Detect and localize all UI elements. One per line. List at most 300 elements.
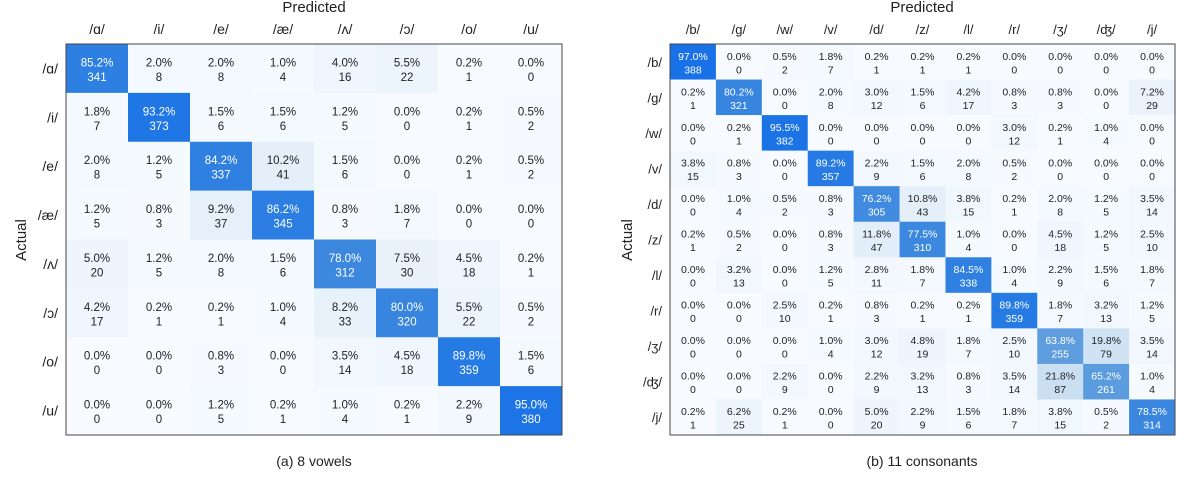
- consonant-cell-count: 0: [1103, 170, 1110, 183]
- consonant-cell-percent: 0.0%: [910, 121, 935, 134]
- vowel-cell-count: 1: [465, 71, 473, 84]
- consonant-cell-count: 0: [1057, 170, 1064, 183]
- consonant-cell-count: 310: [913, 242, 932, 254]
- vowel-cell-percent: 3.5%: [331, 350, 359, 363]
- vowel-cell-percent: 0.2%: [517, 252, 545, 265]
- vowel-cell-percent: 7.5%: [393, 252, 421, 265]
- consonant-cell-count: 5: [1103, 242, 1110, 254]
- consonant-cell-count: 0: [735, 64, 742, 77]
- consonant-cell-count: 87: [1054, 384, 1067, 397]
- vowel-cell-percent: 95.0%: [514, 399, 548, 412]
- vowel-cell-percent: 1.2%: [331, 106, 359, 119]
- consonant-cell-percent: 0.8%: [818, 192, 843, 205]
- vowel-cell-count: 5: [341, 120, 349, 133]
- vowel-cell-count: 1: [403, 414, 411, 427]
- consonant-cell-percent: 0.2%: [680, 406, 705, 419]
- vowel-cell-percent: 2.0%: [207, 252, 235, 265]
- vowel-cell-count: 5: [217, 414, 225, 427]
- vowel-cell-count: 337: [211, 169, 231, 182]
- consonant-cell-percent: 0.0%: [1094, 50, 1119, 63]
- consonant-cell-count: 0: [1011, 64, 1018, 77]
- consonant-cell-percent: 6.2%: [726, 406, 751, 419]
- consonant-cell-count: 0: [690, 206, 696, 219]
- consonant-cell-percent: 0.8%: [818, 228, 843, 241]
- consonant-cell-count: 9: [873, 384, 880, 397]
- vowel-cell-percent: 2.0%: [207, 57, 235, 70]
- consonant-cell-count: 10: [1146, 242, 1158, 254]
- vowel-cell-count: 0: [465, 218, 473, 231]
- vowel-cell-count: 5: [155, 267, 163, 280]
- vowel-cell-count: 8: [217, 267, 225, 280]
- vowel-cell-count: 6: [279, 120, 287, 133]
- vowel-cell-count: 5: [93, 218, 101, 231]
- consonant-cell-percent: 78.5%: [1137, 406, 1167, 419]
- consonant-cell-percent: 0.0%: [680, 121, 705, 134]
- vowel-cell-percent: 0.5%: [517, 301, 545, 314]
- vowel-cell-percent: 9.2%: [207, 204, 235, 217]
- consonant-cell-count: 3: [873, 313, 880, 326]
- consonant-cell-count: 1: [873, 64, 880, 77]
- consonant-cell-count: 0: [919, 135, 926, 148]
- vowel-cell-count: 3: [341, 218, 349, 231]
- vowel-cell-percent: 0.2%: [269, 399, 297, 412]
- consonant-cell-count: 15: [962, 206, 975, 219]
- vowel-cell-percent: 5.5%: [455, 301, 483, 314]
- consonant-cell-count: 321: [730, 99, 748, 112]
- consonant-cell-count: 7: [827, 64, 834, 77]
- vowel-cell-percent: 2.0%: [83, 155, 111, 168]
- consonant-cell-percent: 0.8%: [1048, 86, 1073, 99]
- consonant-col-label: /j/: [1146, 22, 1158, 37]
- consonant-cell-count: 0: [1149, 64, 1155, 77]
- vowel-cell-count: 16: [338, 71, 352, 84]
- vowel-cell-percent: 1.5%: [269, 252, 297, 265]
- vowel-cell-count: 8: [155, 71, 163, 84]
- consonant-cell-count: 9: [919, 419, 926, 432]
- consonant-cell-percent: 0.5%: [772, 192, 797, 205]
- vowel-cell-count: 18: [462, 267, 476, 280]
- vowel-cell-percent: 0.0%: [145, 399, 173, 412]
- consonant-caption: (b) 11 consonants: [866, 453, 978, 469]
- vowel-cell-percent: 2.2%: [455, 399, 483, 412]
- consonant-cell-percent: 0.0%: [1140, 50, 1165, 63]
- consonant-cell-count: 6: [919, 99, 926, 112]
- consonant-cell-percent: 1.0%: [1094, 121, 1119, 134]
- consonant-cell-count: 0: [690, 384, 696, 397]
- consonant-cell-count: 9: [1057, 277, 1064, 290]
- vowel-cell-count: 41: [276, 169, 290, 182]
- consonant-cell-percent: 1.0%: [726, 192, 751, 205]
- consonant-cell-count: 13: [916, 384, 929, 397]
- consonant-cell-count: 43: [916, 206, 929, 219]
- vowel-cell-count: 2: [527, 316, 535, 329]
- consonant-cell-percent: 1.0%: [1140, 370, 1165, 383]
- consonant-cell-count: 3: [1057, 99, 1064, 112]
- consonant-cell-count: 29: [1146, 99, 1158, 112]
- consonant-cell-percent: 3.0%: [864, 335, 889, 348]
- consonant-cell-percent: 21.8%: [1045, 370, 1076, 383]
- consonant-cell-count: 3: [827, 206, 834, 219]
- consonant-cell-count: 1: [781, 419, 788, 432]
- vowel-cell-percent: 0.0%: [269, 350, 297, 363]
- consonant-cell-percent: 0.2%: [818, 299, 843, 312]
- consonant-cell-percent: 97.0%: [678, 50, 708, 63]
- consonant-cell-count: 0: [690, 313, 696, 326]
- consonant-cell-percent: 1.5%: [956, 406, 981, 419]
- vowel-col-label: /e/: [213, 21, 229, 37]
- consonant-cell-count: 0: [1103, 64, 1110, 77]
- vowel-cell-percent: 0.8%: [207, 350, 235, 363]
- consonant-cell-count: 4: [965, 242, 972, 254]
- vowel-cell-percent: 1.5%: [269, 106, 297, 119]
- consonant-cell-percent: 0.8%: [864, 299, 889, 312]
- consonant-cell-count: 7: [1057, 313, 1064, 326]
- vowel-cell-count: 22: [400, 71, 414, 84]
- consonant-cell-count: 3: [965, 384, 972, 397]
- vowel-col-label: /u/: [523, 21, 539, 37]
- consonant-cell-percent: 1.0%: [956, 228, 981, 241]
- consonant-cell-percent: 0.2%: [1002, 192, 1027, 205]
- consonant-col-label: /z/: [915, 22, 930, 37]
- consonant-cell-percent: 89.8%: [999, 299, 1030, 312]
- consonant-cell-count: 7: [965, 348, 972, 361]
- consonant-cell-count: 20: [870, 419, 883, 432]
- consonant-col-label: /w/: [776, 22, 794, 37]
- consonant-cell-percent: 3.5%: [1140, 335, 1165, 348]
- vowel-cell-percent: 0.0%: [145, 350, 173, 363]
- consonant-cell-percent: 0.0%: [1094, 86, 1119, 99]
- consonant-cell-percent: 3.2%: [1094, 299, 1119, 312]
- consonant-cell-count: 11: [871, 277, 883, 290]
- vowel-cell-count: 6: [279, 267, 287, 280]
- consonant-cell-percent: 2.2%: [772, 370, 797, 383]
- vowel-cell-percent: 0.8%: [331, 204, 359, 217]
- consonant-cell-count: 18: [1054, 242, 1067, 254]
- consonant-cell-count: 47: [870, 242, 883, 254]
- vowel-cell-count: 8: [93, 169, 101, 182]
- consonant-cell-percent: 0.2%: [956, 50, 981, 63]
- vowel-cell-count: 6: [527, 365, 535, 378]
- consonant-cell-count: 1: [690, 419, 696, 432]
- vowel-cell-percent: 0.0%: [455, 204, 483, 217]
- vowel-cell-count: 33: [338, 316, 352, 329]
- consonant-cell-count: 6: [919, 170, 926, 183]
- consonant-col-label: /d/: [869, 22, 884, 37]
- consonant-cell-percent: 3.8%: [956, 192, 981, 205]
- consonant-cell-percent: 0.5%: [1094, 406, 1119, 419]
- consonant-cell-percent: 0.0%: [956, 121, 981, 134]
- consonant-row-label: /g/: [647, 90, 662, 106]
- consonant-cell-percent: 2.2%: [910, 406, 935, 419]
- consonant-cell-percent: 1.2%: [1140, 299, 1165, 312]
- vowel-cell-percent: 8.2%: [331, 301, 359, 314]
- vowel-cell-percent: 1.5%: [331, 155, 359, 168]
- consonant-cell-percent: 1.8%: [818, 50, 843, 63]
- consonant-cell-percent: 0.2%: [1048, 121, 1073, 134]
- consonant-cell-percent: 0.0%: [726, 50, 751, 63]
- consonant-cell-count: 10: [778, 313, 791, 326]
- consonant-cell-percent: 0.2%: [910, 50, 935, 63]
- vowel-col-label: /ʌ/: [337, 21, 353, 37]
- consonant-cell-percent: 0.5%: [1002, 157, 1027, 170]
- vowel-col-label: /æ/: [272, 21, 294, 37]
- consonant-cell-percent: 0.5%: [726, 228, 751, 241]
- vowel-cell-percent: 1.2%: [145, 155, 173, 168]
- vowel-col-label: /ɑ/: [89, 21, 105, 37]
- consonant-cell-percent: 0.2%: [772, 406, 797, 419]
- consonant-col-label: /ʒ/: [1053, 22, 1068, 37]
- consonant-cell-percent: 1.2%: [1094, 192, 1119, 205]
- consonant-cell-count: 2: [1103, 419, 1110, 432]
- vowel-cell-percent: 5.0%: [83, 252, 111, 265]
- consonant-cell-count: 13: [1100, 313, 1112, 326]
- vowel-cell-count: 8: [217, 71, 225, 84]
- vowel-cell-percent: 0.2%: [207, 301, 235, 314]
- vowel-cell-percent: 0.0%: [83, 350, 111, 363]
- consonant-cell-count: 17: [962, 99, 975, 112]
- consonant-cell-percent: 0.0%: [864, 121, 889, 134]
- consonant-cell-count: 261: [1097, 384, 1115, 397]
- vowel-cell-count: 0: [155, 365, 163, 378]
- consonant-cell-percent: 2.2%: [864, 157, 889, 170]
- consonant-cell-count: 1: [919, 313, 926, 326]
- consonant-cell-count: 6: [965, 419, 972, 432]
- vowel-cell-percent: 5.5%: [393, 57, 421, 70]
- vowel-cell-count: 1: [155, 316, 163, 329]
- vowel-cell-count: 20: [90, 267, 104, 280]
- consonant-cell-count: 305: [867, 206, 886, 219]
- consonant-cell-count: 5: [1149, 313, 1155, 326]
- vowel-cell-count: 4: [279, 71, 287, 84]
- consonant-cell-count: 338: [959, 277, 978, 290]
- consonant-cell-percent: 4.5%: [1048, 228, 1073, 241]
- consonant-cell-percent: 3.2%: [726, 264, 751, 277]
- vowel-row-label: /e/: [42, 158, 58, 175]
- vowel-cell-count: 1: [465, 169, 473, 182]
- consonant-cell-count: 1: [965, 64, 972, 77]
- vowel-cell-percent: 85.2%: [80, 57, 114, 70]
- consonant-cell-count: 0: [1149, 170, 1155, 183]
- consonant-cell-percent: 89.2%: [815, 157, 846, 170]
- consonant-cell-percent: 1.8%: [956, 335, 981, 348]
- consonant-cell-percent: 0.8%: [956, 370, 981, 383]
- vowel-cell-count: 17: [90, 316, 104, 329]
- consonant-cell-count: 0: [1057, 64, 1064, 77]
- vowel-col-label: /o/: [461, 21, 477, 37]
- consonant-cell-count: 15: [687, 170, 699, 183]
- consonant-col-label: /g/: [731, 22, 747, 37]
- vowel-cell-percent: 0.5%: [517, 155, 545, 168]
- vowel-cell-percent: 0.2%: [455, 155, 483, 168]
- consonant-cell-count: 3: [735, 170, 742, 183]
- consonant-cell-count: 13: [733, 277, 745, 290]
- consonant-cell-count: 2: [781, 64, 788, 77]
- consonant-cell-percent: 0.2%: [680, 86, 705, 99]
- consonant-row-label: /v/: [648, 161, 662, 177]
- vowel-cell-percent: 2.0%: [145, 57, 173, 70]
- consonant-cell-percent: 0.0%: [680, 264, 705, 277]
- consonant-cell-count: 14: [1146, 348, 1158, 361]
- vowel-cell-count: 4: [279, 316, 287, 329]
- consonant-cell-count: 0: [1011, 242, 1018, 254]
- consonant-cell-percent: 0.0%: [772, 335, 797, 348]
- vowel-cell-count: 0: [403, 169, 411, 182]
- consonant-cell-percent: 0.0%: [1140, 157, 1165, 170]
- vowel-cell-percent: 80.0%: [390, 301, 424, 314]
- vowel-cell-count: 9: [465, 414, 473, 427]
- consonant-cell-percent: 0.0%: [818, 406, 843, 419]
- vowel-cell-count: 0: [279, 365, 287, 378]
- vowel-cell-percent: 84.2%: [204, 155, 238, 168]
- vowel-cell-count: 1: [279, 414, 287, 427]
- consonant-cell-percent: 0.0%: [1094, 157, 1119, 170]
- consonant-cell-count: 8: [1057, 206, 1064, 219]
- consonant-cell-percent: 4.8%: [910, 335, 935, 348]
- consonant-cell-count: 0: [781, 277, 788, 290]
- consonant-cell-count: 1: [1011, 206, 1018, 219]
- consonant-cell-count: 1: [827, 313, 834, 326]
- consonant-cell-percent: 3.5%: [1002, 370, 1027, 383]
- consonant-row-label: /w/: [645, 125, 662, 141]
- vowel-cell-count: 1: [527, 267, 535, 280]
- vowel-cell-count: 0: [527, 71, 535, 84]
- consonant-cell-count: 2: [735, 242, 742, 254]
- vowel-cell-count: 373: [149, 120, 169, 133]
- consonant-cell-count: 8: [827, 99, 834, 112]
- vowel-cell-percent: 1.5%: [207, 106, 235, 119]
- consonant-cell-percent: 0.0%: [680, 299, 705, 312]
- consonant-cell-percent: 2.2%: [864, 370, 889, 383]
- consonant-cell-count: 1: [690, 99, 696, 112]
- consonant-cell-percent: 2.5%: [1140, 228, 1165, 241]
- consonant-cell-percent: 0.2%: [956, 299, 981, 312]
- consonant-cell-percent: 1.5%: [1094, 264, 1119, 277]
- vowel-cell-count: 359: [459, 365, 479, 378]
- consonant-col-label: /ʤ/: [1096, 22, 1116, 37]
- consonant-cell-percent: 1.2%: [818, 264, 843, 277]
- consonant-row-label: /ʒ/: [647, 339, 662, 355]
- consonant-cell-count: 3: [827, 242, 834, 254]
- consonant-cell-percent: 0.0%: [772, 86, 797, 99]
- consonant-cell-count: 10: [1008, 348, 1021, 361]
- consonant-cell-count: 4: [827, 348, 834, 361]
- consonant-cell-count: 9: [781, 384, 788, 397]
- vowel-cell-count: 3: [155, 218, 163, 231]
- consonant-cell-count: 1: [965, 313, 972, 326]
- consonant-cell-count: 0: [735, 313, 742, 326]
- vowel-cell-percent: 0.0%: [517, 57, 545, 70]
- vowel-row-label: /ɑ/: [42, 60, 58, 77]
- vowel-cell-percent: 1.0%: [269, 57, 297, 70]
- vowel-cell-percent: 1.0%: [331, 399, 359, 412]
- consonant-cell-percent: 7.2%: [1140, 86, 1165, 99]
- consonant-cell-percent: 0.0%: [680, 192, 705, 205]
- consonant-cell-percent: 0.8%: [1002, 86, 1027, 99]
- consonant-cell-percent: 0.0%: [1140, 121, 1165, 134]
- consonant-cell-percent: 3.8%: [1048, 406, 1073, 419]
- consonant-cell-percent: 4.2%: [956, 86, 981, 99]
- consonant-cell-count: 19: [916, 348, 929, 361]
- vowel-cell-percent: 10.2%: [266, 155, 300, 168]
- consonant-cell-count: 0: [827, 419, 834, 432]
- vowel-row-label: /ʌ/: [43, 255, 58, 272]
- vowel-cell-percent: 4.2%: [83, 301, 111, 314]
- vowel-cell-percent: 4.5%: [393, 350, 421, 363]
- consonant-cell-count: 5: [827, 277, 834, 290]
- consonant-cell-count: 6: [1103, 277, 1110, 290]
- consonant-cell-count: 1: [735, 135, 742, 148]
- vowel-cell-percent: 0.0%: [83, 399, 111, 412]
- consonant-cell-percent: 0.2%: [726, 121, 751, 134]
- consonant-cell-count: 79: [1100, 348, 1112, 361]
- vowel-col-label: /i/: [153, 21, 165, 37]
- vowel-cell-count: 0: [403, 120, 411, 133]
- vowel-cell-count: 345: [273, 218, 293, 231]
- vowel-cell-count: 4: [341, 414, 349, 427]
- consonant-cell-percent: 80.2%: [723, 86, 754, 99]
- consonant-cell-count: 1: [1057, 135, 1064, 148]
- vowel-cell-count: 37: [214, 218, 228, 231]
- vowel-cell-percent: 1.8%: [393, 204, 421, 217]
- consonant-cell-count: 0: [827, 384, 834, 397]
- consonant-cell-count: 0: [965, 135, 972, 148]
- consonant-cell-percent: 3.8%: [680, 157, 705, 170]
- vowel-row-label: /o/: [42, 353, 58, 370]
- consonant-cell-count: 0: [781, 170, 788, 183]
- consonant-cell-percent: 0.0%: [1048, 157, 1073, 170]
- consonant-cell-percent: 0.0%: [726, 335, 751, 348]
- vowel-cell-count: 2: [527, 120, 535, 133]
- consonant-cell-count: 0: [690, 135, 696, 148]
- consonant-cell-percent: 2.8%: [864, 264, 889, 277]
- consonant-cell-percent: 0.5%: [772, 50, 797, 63]
- consonant-cell-percent: 0.2%: [910, 299, 935, 312]
- consonant-cell-percent: 3.0%: [1002, 121, 1027, 134]
- consonant-cell-percent: 0.0%: [772, 264, 797, 277]
- consonant-cell-percent: 1.8%: [1048, 299, 1073, 312]
- consonant-cell-count: 14: [1146, 206, 1158, 219]
- consonant-col-label: /l/: [963, 22, 974, 37]
- consonant-cell-percent: 1.5%: [910, 86, 935, 99]
- consonant-cell-count: 12: [1008, 135, 1021, 148]
- consonant-cell-count: 0: [690, 277, 696, 290]
- consonant-cell-percent: 95.5%: [769, 121, 800, 134]
- vowel-cell-count: 312: [335, 267, 355, 280]
- consonant-cell-percent: 2.0%: [1048, 192, 1073, 205]
- consonant-cell-percent: 0.0%: [726, 370, 751, 383]
- consonant-cell-percent: 0.0%: [772, 228, 797, 241]
- consonant-cell-percent: 0.0%: [1002, 228, 1027, 241]
- vowel-cell-percent: 0.5%: [517, 106, 545, 119]
- consonant-cell-count: 0: [781, 99, 788, 112]
- vowel-cell-count: 1: [217, 316, 225, 329]
- consonant-row-label: /b/: [647, 54, 662, 70]
- vowel-cell-percent: 0.0%: [517, 204, 545, 217]
- consonant-cell-count: 14: [1008, 384, 1021, 397]
- consonant-cell-count: 25: [733, 419, 745, 432]
- vowel-cell-count: 7: [93, 120, 101, 133]
- consonant-cell-percent: 77.5%: [907, 228, 938, 241]
- consonant-cell-count: 388: [684, 64, 702, 77]
- consonant-cell-count: 314: [1143, 419, 1161, 432]
- consonant-cell-count: 0: [690, 348, 696, 361]
- consonant-cell-percent: 19.8%: [1091, 335, 1122, 348]
- consonant-cell-count: 1: [919, 64, 926, 77]
- consonant-cell-percent: 0.0%: [726, 299, 751, 312]
- consonant-cell-count: 2: [1011, 170, 1018, 183]
- consonant-cell-percent: 2.0%: [956, 157, 981, 170]
- consonant-cell-count: 359: [1005, 313, 1024, 326]
